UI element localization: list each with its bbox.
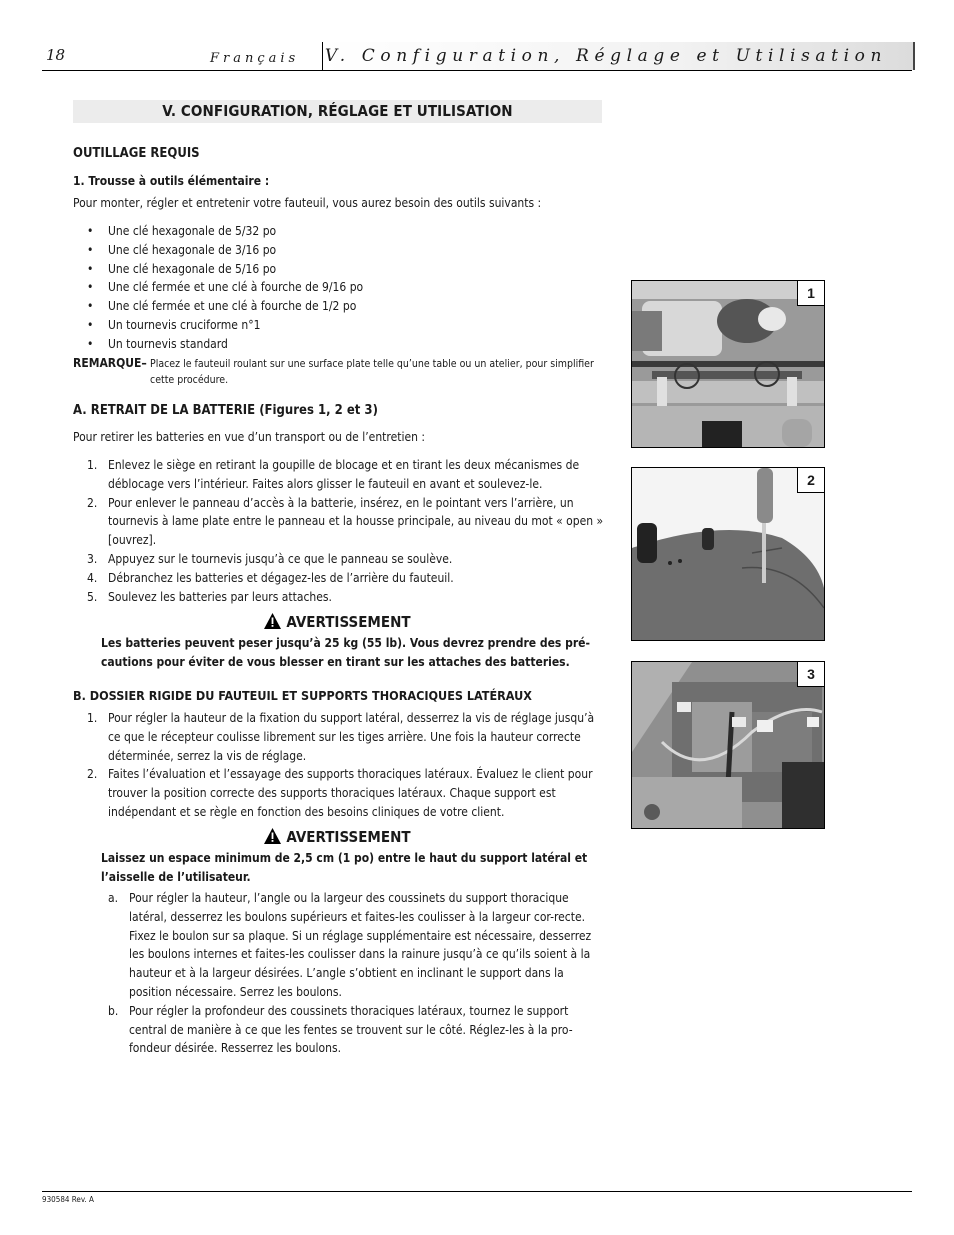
bullet-icon: •	[87, 261, 94, 276]
substep-item: b. Pour régler la profondeur des coussinets thoraciques latéraux, tournez le support central de manière à ce que les fentes se trouvent sur le côté. Réglez-les à la pro-fondeur désirée. Resserrez les boulons.	[108, 1003, 573, 1056]
step-item: 3. Appuyez sur le tournevis jusqu’à ce que le panneau se soulève.	[87, 551, 453, 566]
bullet-icon: •	[87, 242, 94, 257]
section-a-steps	[73, 456, 608, 606]
language-label: Français	[210, 51, 300, 66]
step-item: 4. Débranchez les batteries et dégagez-les de l’arrière du fauteuil.	[87, 570, 454, 585]
page-number: 18	[46, 46, 66, 64]
tools-list	[73, 222, 363, 354]
figure-3	[631, 661, 825, 829]
bullet-icon: •	[87, 299, 94, 314]
tools-subheading: 1. Trousse à outils élémentaire :	[73, 174, 270, 188]
list-item: • Une clé hexagonale de 3/16 po	[73, 241, 363, 260]
figure-1	[631, 280, 825, 448]
chapter-title: V. Configuration, Réglage et Utilisation	[324, 46, 887, 66]
warning-triangle-icon	[264, 613, 281, 633]
step-item: 1. Enlevez le siège en retirant la goupille de blocage et en tirant les deux mécanismes de déblocage vers l’intérieur. Faites alors glisser le fauteuil en avant et soulevez-le.	[87, 458, 580, 491]
section-title-band	[73, 100, 602, 123]
step-item: 5. Soulevez les batteries par leurs attaches.	[87, 589, 332, 604]
bullet-icon: •	[87, 336, 94, 351]
warning-heading: AVERTISSEMENT	[73, 828, 602, 848]
photo-screwdriver-panel-icon	[632, 468, 824, 640]
warning-text: Les batteries peuvent peser jusqu’à 25 kg (55 lb). Vous devrez prendre des pré-cautions pour éviter de vous blesser en tirant sur les attaches des batteries.	[101, 636, 590, 669]
remark-text: Placez le fauteuil roulant sur une surface plate telle qu’une table ou un atelier, pour simplifier cette procédure.	[150, 358, 594, 386]
remark-label: REMARQUE–	[73, 356, 147, 370]
warning-heading: AVERTISSEMENT	[73, 613, 602, 633]
figure-2	[631, 467, 825, 641]
photo-battery-mechanism-icon	[632, 281, 824, 447]
section-b-steps	[73, 709, 608, 822]
bullet-icon: •	[87, 280, 94, 295]
photo-battery-wiring-icon	[632, 662, 824, 828]
document-id: 930584 Rev. A	[42, 1195, 94, 1204]
section-b-heading: B. DOSSIER RIGIDE DU FAUTEUIL ET SUPPORTS THORACIQUES LATÉRAUX	[73, 688, 532, 703]
chapter-title-bar	[322, 42, 915, 70]
footer-rule	[42, 1191, 912, 1192]
step-item: 1. Pour régler la hauteur de la fixation du support latéral, desserrez la vis de réglage jusqu’à ce que le récepteur coulisse librement sur les tiges arrière. Une fois la hauteur correcte déterminée, serrez la vis de réglage.	[87, 711, 595, 763]
warning-triangle-icon	[264, 828, 281, 848]
list-item: • Une clé hexagonale de 5/16 po	[73, 260, 363, 279]
bullet-icon: •	[87, 224, 94, 238]
warning-text: Laissez un espace minimum de 2,5 cm (1 po) entre le haut du support latéral et l’aisselle de l’utilisateur.	[101, 851, 588, 884]
step-item: 2. Pour enlever le panneau d’accès à la batterie, insérez, en le pointant vers l’arrière, un tournevis à lame plate entre le panneau et la housse principale, au niveau du mot « open » [ouvrez].	[87, 495, 604, 548]
section-b-substeps	[94, 889, 606, 1058]
figure-number: 2	[797, 468, 824, 493]
list-item: • Une clé fermée et une clé à fourche de 9/16 po	[73, 278, 363, 297]
section-title: V. CONFIGURATION, RÉGLAGE ET UTILISATION	[162, 102, 513, 120]
substep-item: a. Pour régler la hauteur, l’angle ou la largeur des coussinets du support thoracique latéral, desserrez les boulons supérieurs et faites-les coulisser à la largeur cor-recte. Fixez le boulon sur sa plaque. Si un réglage supplémentaire est nécessaire, desserrez les boulons internes et faites-les coulisser dans la rainure jusqu’à ce qu’ils soient à la hauteur et à la largeur désirées. L’angle s’obtient en inclinant le support dans la position nécessaire. Serrez les boulons.	[108, 891, 592, 999]
figure-number: 3	[797, 662, 824, 687]
tools-intro: Pour monter, régler et entretenir votre fauteuil, vous aurez besoin des outils suivants :	[73, 196, 542, 210]
step-item: 2. Faites l’évaluation et l’essayage des supports thoraciques latéraux. Évaluez le client pour trouver la position correcte des supports thoraciques latéraux. Chaque support est indépendant et se règle en fonction des besoins cliniques de votre client.	[87, 767, 593, 819]
tools-heading: OUTILLAGE REQUIS	[73, 146, 200, 161]
section-a-intro: Pour retirer les batteries en vue d’un transport ou de l’entretien :	[73, 430, 425, 444]
figure-number: 1	[797, 281, 824, 306]
list-item: • Une clé fermée et une clé à fourche de 1/2 po	[73, 297, 363, 316]
list-item: • Un tournevis standard	[73, 335, 363, 354]
list-item: • Une clé hexagonale de 5/32 po	[73, 222, 363, 241]
section-a-heading: A. RETRAIT DE LA BATTERIE (Figures 1, 2 et 3)	[73, 403, 378, 418]
list-item: • Un tournevis cruciforme n°1	[73, 316, 363, 335]
header-rule	[42, 70, 912, 71]
bullet-icon: •	[87, 317, 94, 332]
